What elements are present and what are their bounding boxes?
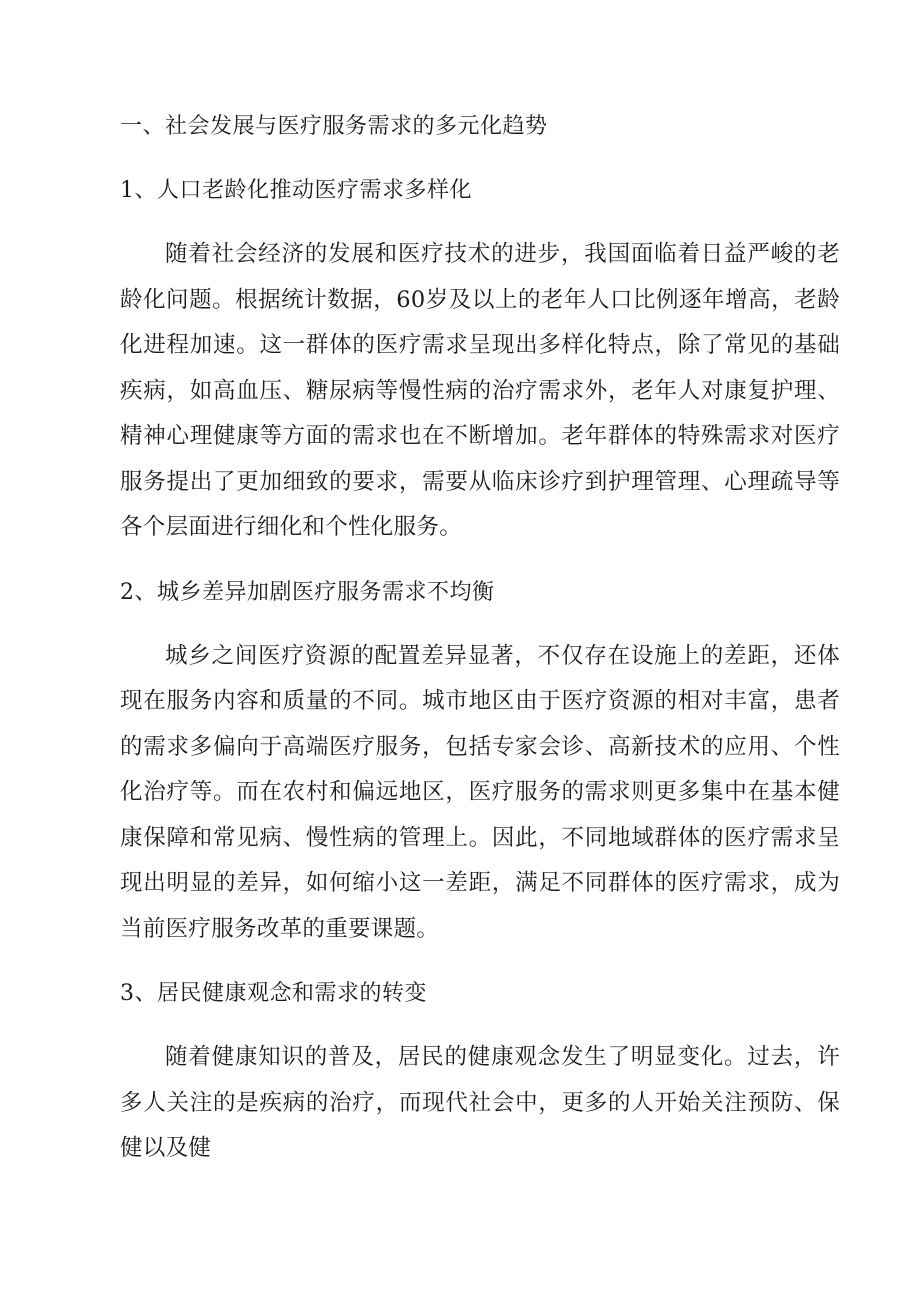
section-title: 一、社会发展与医疗服务需求的多元化趋势 (120, 114, 548, 139)
subsection-heading-2: 2、城乡差异加剧医疗服务需求不均衡 (120, 579, 495, 605)
paragraph-2: 城乡之间医疗资源的配置差异显著，不仅存在设施上的差距，还体现在服务内容和质量的不同。城市地区由于医疗资源的相对丰富，患者的需求多偏向于高端医疗服务，包括专家会诊、高新技术的应用、个性化治疗等。而在农村和偏远地区，医疗服务的需求则更多集中在基本健康保障和常见病、慢性病的管理上。因此，不同地域群体的医疗需求呈现出明显的差异，如何缩小这一差距，满足不同群体的医疗需求，成为当前医疗服务改革的重要课题。 (120, 642, 840, 942)
subsection-heading-3: 3、居民健康观念和需求的转变 (120, 981, 427, 1006)
document-page (120, 104, 840, 1191)
subsection-heading-1: 1、人口老龄化推动医疗需求多样化 (120, 178, 472, 203)
paragraph-3: 随着健康知识的普及，居民的健康观念发生了明显变化。过去，许多人关注的是疾病的治疗，而现代社会中，更多的人开始关注预防、保健以及健 (120, 1044, 840, 1161)
paragraph-1: 随着社会经济的发展和医疗技术的进步，我国面临着日益严峻的老龄化问题。根据统计数据，60岁及以上的老年人口比例逐年增高，老龄化进程加速。这一群体的医疗需求呈现出多样化特点，除了常见的基础疾病，如高血压、糖尿病等慢性病的治疗需求外，老年人对康复护理、精神心理健康等方面的需求也在不断增加。老年群体的特殊需求对医疗服务提出了更加细致的要求，需要从临床诊疗到护理管理、心理疏导等各个层面进行细化和个性化服务。 (120, 241, 840, 540)
